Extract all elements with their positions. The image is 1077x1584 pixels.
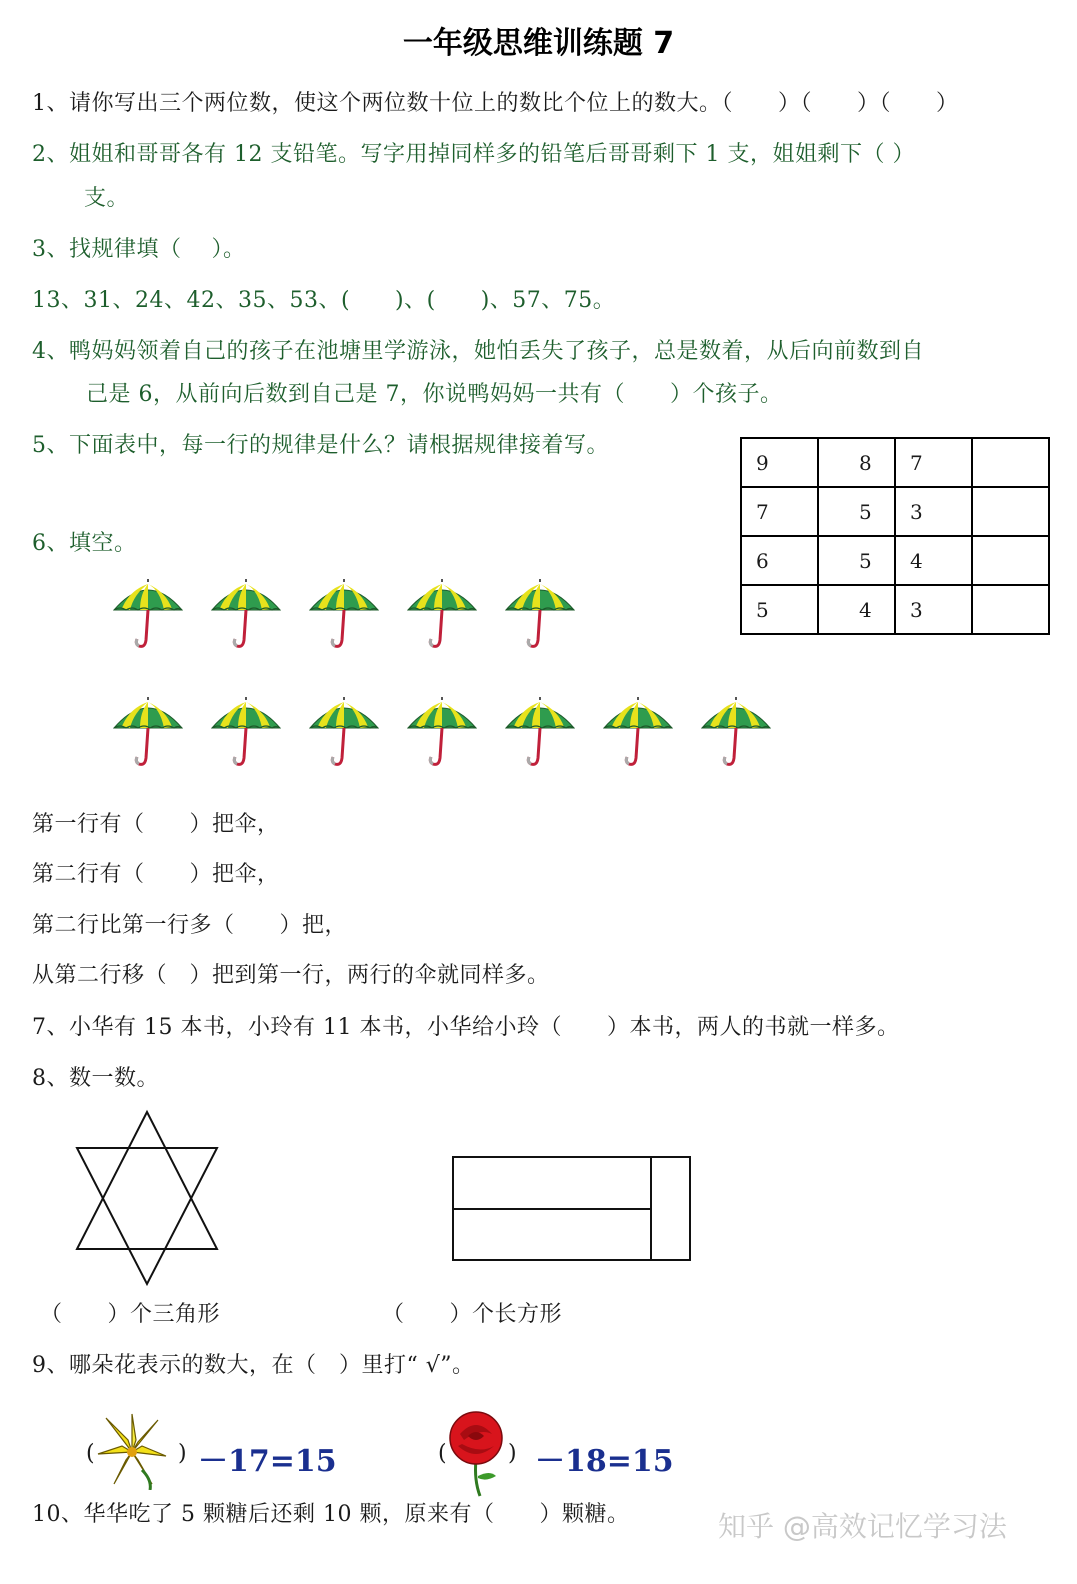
umbrella-icon	[404, 576, 480, 654]
flower-2-open-paren: (	[438, 1441, 447, 1466]
question-8: 8、数一数。	[32, 1066, 159, 1091]
umbrella-icon	[110, 694, 186, 772]
blank-cell	[972, 536, 1049, 585]
question-2-line-2: 支。	[84, 186, 130, 211]
flower-1-close-paren: )	[178, 1441, 187, 1466]
flower-2-equation: －18=15	[535, 1444, 674, 1479]
umbrella-icon	[208, 576, 284, 654]
table-row	[741, 536, 1049, 585]
umbrella-icon	[208, 694, 284, 772]
table-row	[741, 438, 1049, 487]
question-4-line-1: 4、鸭妈妈领着自己的孩子在池塘里学游泳，她怕丢失了孩子，总是数着，从后向前数到自	[32, 339, 925, 364]
question-5: 5、下面表中，每一行的规律是什么？请根据规律接着写。	[32, 433, 609, 458]
question-6: 6、填空。	[32, 531, 137, 556]
table-cell: 5	[741, 585, 818, 634]
umbrella-icon	[306, 576, 382, 654]
question-6-a: 第一行有（ ）把伞，	[32, 812, 280, 837]
question-9: 9、哪朵花表示的数大，在（ ）里打“ √”。	[32, 1353, 475, 1378]
table-cell: 3	[895, 487, 972, 536]
table-cell: 9	[741, 438, 818, 487]
blank-cell	[972, 487, 1049, 536]
question-6-d: 从第二行移（ ）把到第一行，两行的伞就同样多。	[32, 963, 550, 988]
blank-cell	[972, 438, 1049, 487]
upward-triangle	[77, 1112, 217, 1249]
rectangles-figure	[448, 1152, 698, 1267]
table-cell: 4	[818, 585, 895, 634]
table-cell: 6	[741, 536, 818, 585]
table-cell: 5	[818, 487, 895, 536]
question-7: 7、小华有 15 本书，小玲有 11 本书，小华给小玲（ ）本书，两人的书就一样多。	[32, 1015, 900, 1040]
watermark: 知乎 @高效记忆学习法	[718, 1510, 1007, 1543]
table-cell: 4	[895, 536, 972, 585]
umbrella-icon	[502, 694, 578, 772]
triangle-count-answer: （ ）个三角形	[40, 1302, 221, 1327]
downward-triangle	[77, 1148, 217, 1284]
question-3-line-1: 3、找规律填（ ）。	[32, 237, 246, 262]
umbrella-icon	[306, 694, 382, 772]
table-cell: 7	[895, 438, 972, 487]
star-of-david-figure	[70, 1108, 225, 1288]
table-cell: 3	[895, 585, 972, 634]
lily-flower-icon	[92, 1410, 172, 1490]
table-row	[741, 487, 1049, 536]
umbrella-icon	[600, 694, 676, 772]
rose-flower-icon	[440, 1410, 512, 1498]
table-cell: 5	[818, 536, 895, 585]
blank-cell	[972, 585, 1049, 634]
umbrella-icon	[502, 576, 578, 654]
table-cell: 7	[741, 487, 818, 536]
rectangle-count-answer: （ ）个长方形	[382, 1302, 563, 1327]
question-3-line-2: 13、31、24、42、35、53、( )、( )、57、75。	[32, 288, 616, 313]
umbrella-icon	[404, 694, 480, 772]
question-2-line-1: 2、姐姐和哥哥各有 12 支铅笔。写字用掉同样多的铅笔后哥哥剩下 1 支，姐姐剩下（ ）	[32, 142, 915, 167]
pattern-table	[740, 437, 1050, 635]
table-row	[741, 585, 1049, 634]
question-4-line-2: 己是 6，从前向后数到自己是 7，你说鸭妈妈一共有（ ）个孩子。	[86, 382, 783, 407]
question-10: 10、华华吃了 5 颗糖后还剩 10 颗，原来有（ ）颗糖。	[32, 1502, 630, 1527]
flower-1-open-paren: (	[86, 1441, 95, 1466]
question-1: 1、请你写出三个两位数，使这个两位数十位上的数比个位上的数大。（ ）（ ）（ ）	[32, 91, 959, 116]
umbrella-icon	[698, 694, 774, 772]
page-title: 一年级思维训练题 7	[402, 26, 675, 61]
flower-2-close-paren: )	[508, 1441, 517, 1466]
umbrella-icon	[110, 576, 186, 654]
question-6-c: 第二行比第一行多（ ）把，	[32, 913, 348, 938]
flower-1-equation: －17=15	[198, 1444, 337, 1479]
table-cell: 8	[818, 438, 895, 487]
question-6-b: 第二行有（ ）把伞，	[32, 862, 280, 887]
